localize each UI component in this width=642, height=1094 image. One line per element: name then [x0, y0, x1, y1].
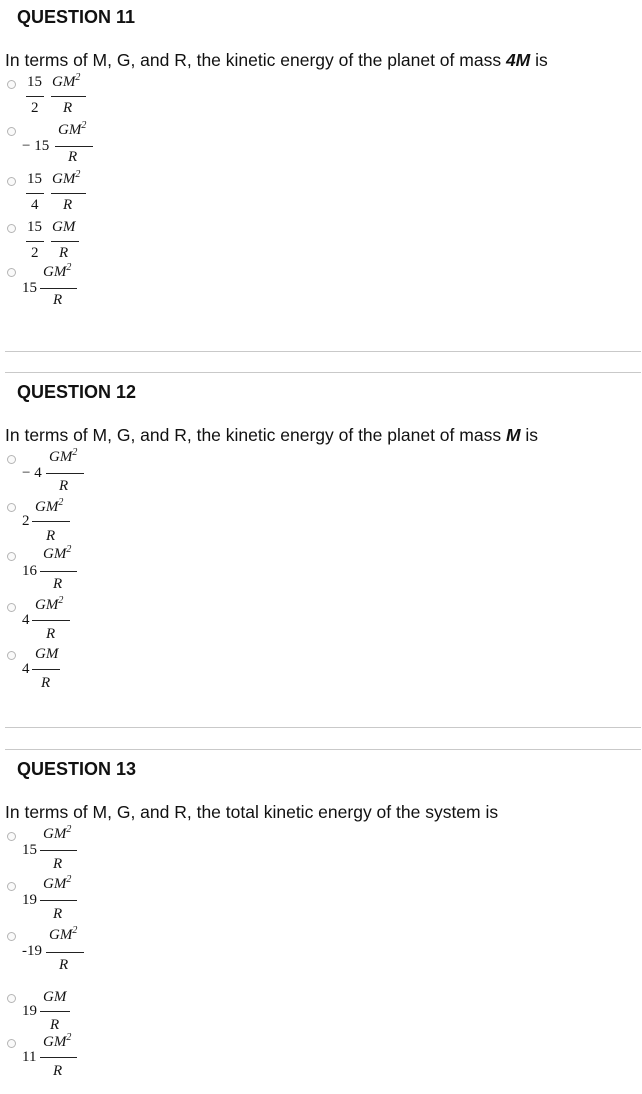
coefficient: 16: [22, 563, 37, 579]
fraction-numerator: 15: [27, 74, 42, 90]
fraction-denominator: R: [53, 292, 63, 308]
fraction-denominator: R: [59, 245, 69, 261]
q11-option-e-expression: [22, 264, 92, 314]
q11-option-a-radio[interactable]: [7, 80, 16, 89]
q12-option-c-radio[interactable]: [7, 552, 16, 561]
question-text-suffix: is: [520, 425, 539, 445]
fraction-denominator: 4: [31, 197, 39, 213]
fraction-bar: [32, 620, 70, 621]
fraction-numerator: $GM^2$: [43, 824, 72, 842]
fraction-denominator: R: [53, 856, 63, 872]
question-13-title: QUESTION 13: [17, 759, 137, 779]
question-text-prefix: In terms of M, G, and R, the kinetic energy of the planet of mass: [5, 425, 506, 445]
q13-option-a-expression: [22, 826, 92, 876]
q11-option-e-radio[interactable]: [7, 268, 16, 277]
fraction-bar: [51, 96, 86, 97]
q11-option-a-expression: [26, 74, 96, 120]
fraction-denominator: R: [53, 1063, 63, 1079]
fraction-numerator: $GM^2$: [43, 874, 72, 892]
q13-option-b-radio[interactable]: [7, 882, 16, 891]
fraction-numerator: GM: [35, 646, 59, 662]
q13-option-c-expression: [22, 927, 97, 977]
mass-value: M: [505, 425, 521, 445]
coefficient: 11: [22, 1049, 37, 1065]
fraction-bar: [32, 521, 70, 522]
section-divider: [5, 372, 641, 373]
q11-option-d-expression: [26, 219, 96, 265]
fraction-bar: [40, 850, 77, 851]
q11-option-b-radio[interactable]: [7, 127, 16, 136]
fraction-denominator: R: [46, 528, 56, 544]
fraction-denominator: 2: [31, 245, 39, 261]
coefficient: 19: [22, 1003, 37, 1019]
fraction-bar: [46, 952, 84, 953]
fraction-bar: [40, 571, 77, 572]
fraction-numerator: 15: [27, 219, 42, 235]
fraction-denominator: R: [46, 626, 56, 642]
coefficient: − 4: [22, 465, 42, 481]
fraction-bar: [51, 241, 79, 242]
question-11-title: QUESTION 11: [17, 7, 136, 27]
coefficient: 4: [22, 612, 30, 628]
coefficient: 2: [22, 513, 30, 529]
fraction-numerator: $GM^2$: [49, 925, 78, 943]
coefficient: 19: [22, 892, 37, 908]
coefficient: 15: [22, 280, 37, 296]
q11-option-b-expression: [22, 122, 102, 172]
fraction-denominator: R: [59, 957, 69, 973]
fraction-denominator: R: [63, 197, 73, 213]
q12-option-e-expression: [22, 646, 92, 696]
q12-option-d-radio[interactable]: [7, 603, 16, 612]
q12-option-d-expression: [22, 597, 92, 647]
fraction-numerator: GM: [43, 989, 67, 1005]
fraction-bar: [40, 900, 77, 901]
fraction-numerator: $GM^2$: [43, 262, 72, 280]
mass-value: 4M: [505, 50, 531, 70]
q13-option-e-expression: [22, 1034, 92, 1084]
fraction-bar: [26, 193, 44, 194]
q13-option-a-radio[interactable]: [7, 832, 16, 841]
q11-option-d-radio[interactable]: [7, 224, 16, 233]
fraction-denominator: R: [59, 478, 69, 494]
fraction-numerator: $GM^2$: [35, 497, 64, 515]
q13-option-b-expression: [22, 876, 92, 926]
fraction-denominator: R: [53, 906, 63, 922]
fraction-bar: [51, 193, 86, 194]
fraction-bar: [32, 669, 60, 670]
fraction-denominator: R: [68, 149, 78, 165]
question-text-suffix: is: [530, 50, 548, 70]
fraction-numerator: GM: [52, 219, 76, 235]
q13-option-e-radio[interactable]: [7, 1039, 16, 1048]
fraction-bar: [46, 473, 84, 474]
q12-option-c-expression: [22, 546, 92, 596]
coefficient: -19: [22, 943, 42, 959]
q11-option-c-radio[interactable]: [7, 177, 16, 186]
coefficient: 4: [22, 661, 30, 677]
section-divider: [5, 727, 641, 728]
fraction-bar: [55, 146, 93, 147]
fraction-bar: [40, 1011, 70, 1012]
q13-option-d-radio[interactable]: [7, 994, 16, 1003]
q13-option-c-radio[interactable]: [7, 932, 16, 941]
question-13-text: In terms of M, G, and R, the total kinetic energy of the system is: [5, 802, 499, 822]
fraction-numerator: $GM^2$: [43, 1032, 72, 1050]
fraction-numerator: $GM^2$: [49, 447, 78, 465]
section-divider: [5, 749, 641, 750]
q12-option-e-radio[interactable]: [7, 651, 16, 660]
question-text-prefix: In terms of M, G, and R, the kinetic energy of the planet of mass: [5, 50, 506, 70]
q12-option-a-radio[interactable]: [7, 455, 16, 464]
q12-option-b-radio[interactable]: [7, 503, 16, 512]
fraction-denominator: R: [41, 675, 51, 691]
section-divider: [5, 351, 641, 352]
coefficient: − 15: [22, 138, 50, 154]
fraction-bar: [26, 241, 44, 242]
fraction-denominator: R: [63, 100, 73, 116]
fraction-bar: [26, 96, 44, 97]
q11-option-c-expression: [26, 171, 96, 217]
fraction-numerator: $GM^2$: [43, 544, 72, 562]
fraction-numerator: $GM^2$: [35, 595, 64, 613]
fraction-bar: [40, 288, 77, 289]
fraction-numerator: $GM^2$: [52, 72, 81, 90]
question-11-text: [5, 50, 548, 71]
q13-option-d-expression: [22, 989, 92, 1039]
question-12-text: [5, 425, 538, 446]
fraction-numerator: 15: [27, 171, 42, 187]
coefficient: 15: [22, 842, 37, 858]
question-12-title: QUESTION 12: [17, 382, 137, 402]
fraction-denominator: R: [53, 576, 63, 592]
fraction-numerator: $GM^2$: [52, 169, 81, 187]
fraction-denominator: 2: [31, 100, 39, 116]
fraction-numerator: $GM^2$: [58, 120, 87, 138]
q12-option-a-expression: [22, 449, 102, 499]
q12-option-b-expression: [22, 499, 92, 549]
fraction-denominator: R: [50, 1017, 60, 1033]
fraction-bar: [40, 1057, 77, 1058]
